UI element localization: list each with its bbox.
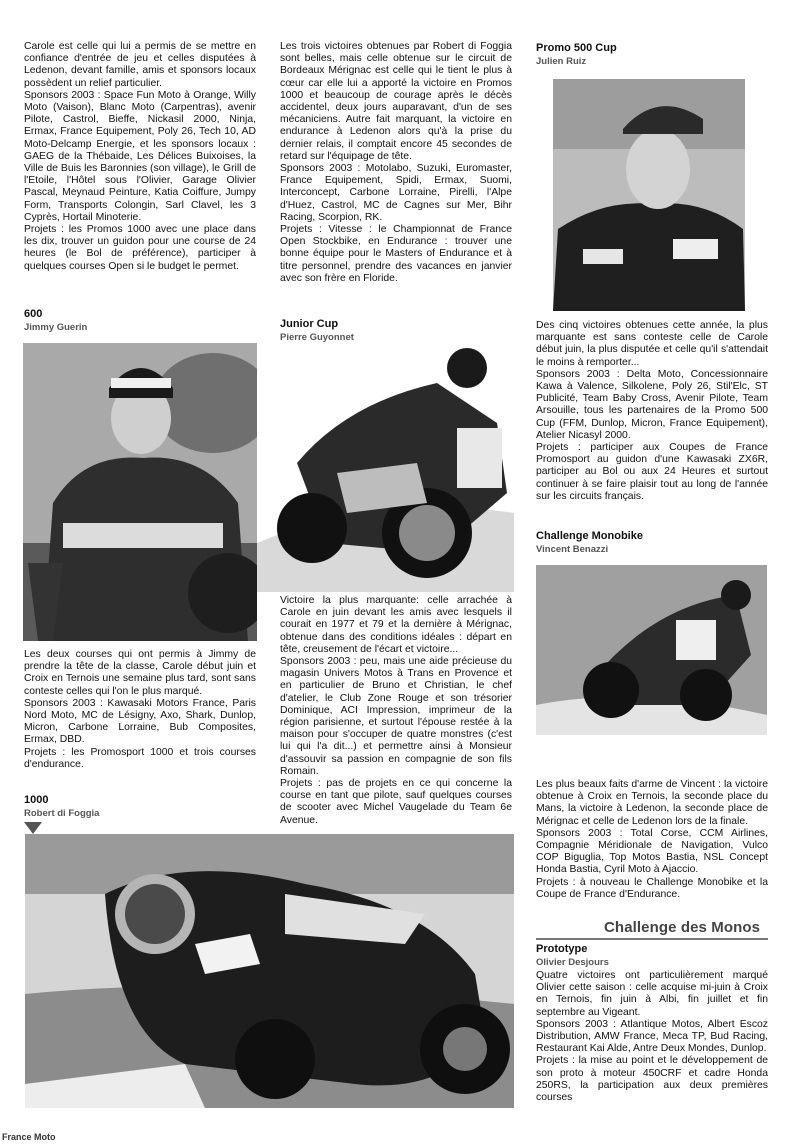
category-challenge-monobike-heading: Challenge Monobike xyxy=(536,530,643,542)
intro-paragraph: Carole est celle qui lui a permis de se mettre en confiance d'entrée de jeu et celles disputées à Ledenon, devant famille, amis et sponsors locaux possèdent un relief particulier. xyxy=(24,41,256,89)
col1-top-text xyxy=(24,41,256,273)
photo-pierre-guyonnet xyxy=(257,343,514,592)
category-600-heading: 600 xyxy=(24,308,43,320)
julien-sponsors: Sponsors 2003 : Delta Moto, Concessionnaire Kawa à Valence, Silkolene, Poly 26, Stil'Elc, ST Publicité, Team Baby Cross, Avenir Pilote, Team Arsouille, tous les partenaires de la Promo 500 Cup (FFM, Dunlop, Micron, France Equipement), Atelier Nicasyl 2000. xyxy=(536,368,768,441)
pierre-sponsors: Sponsors 2003 : peu, mais une aide précieuse du magasin Univers Motos à Trans en Provence et en particulier de Bruno et Christian, le chef d'atelier, le Club Zone Rouge et son trésorier Dominique, ACI Impression, imprimeur de la région parisienne, et surtout l'épouse restée à la maison pour s'occuper de quatre monstres (c'est lui qui l'a dit...) et permettre ainsi à Monsieur d'assouvir sa passion en compagnie de son fils Romain. xyxy=(280,656,512,777)
photo-vincent-benazzi xyxy=(536,565,767,735)
rider-robert-di-foggia: Robert di Foggia xyxy=(24,808,100,819)
category-prototype-heading: Prototype xyxy=(536,943,588,955)
vincent-paragraph: Les plus beaux faits d'arme de Vincent : la victoire obtenue à Croix en Ternois, la seconde place du Mans, la victoire à Ledenon, la seconde place de Mérignac et celle de Ledenon lors de la finale. xyxy=(536,779,768,827)
category-promo-500-heading: Promo 500 Cup xyxy=(536,42,617,54)
pierre-projets: Projets : pas de projets en ce qui concerne la course en tant que pilote, sauf quelques courses de scooter avec Michel Vaugelade du Team 6e Avenue. xyxy=(280,778,512,826)
col2-robert-text xyxy=(280,41,512,285)
col3-olivier-text xyxy=(536,970,768,1104)
vincent-projets: Projets : à nouveau le Challenge Monobike et la Coupe de France d'Endurance. xyxy=(536,876,768,900)
robert-projets: Projets : Vitesse : le Championnat de France Open Stockbike, en Endurance : trouver une bonne équipe pour le Masters of Endurance et à titre personnel, prendre des vacances en janvier avec son frère en Floride. xyxy=(280,224,512,284)
rider-olivier-desjours: Olivier Desjours xyxy=(536,957,609,968)
rider-julien-ruiz: Julien Ruiz xyxy=(536,56,587,67)
rider-jimmy-guerin: Jimmy Guerin xyxy=(24,322,88,333)
photo-robert-di-foggia xyxy=(25,834,514,1108)
robert-paragraph: Les trois victoires obtenues par Robert di Foggia sont belles, mais celle obtenue sur le circuit de Bordeaux Mérignac est celle qui le tient le plus à cœur car elle lui a apporté la victoire en Promos 1000 et beaucoup de courage après le décès accidentel, deux jours auparavant, d'un de ses mécaniciens. Autre fait marquant, la victoire en endurance à Ledenon alors qu'à la prise du dernier relais, il comptait encore 45 secondes de retard sur l'équipage de tête. xyxy=(280,41,512,162)
rider-pierre-guyonnet: Pierre Guyonnet xyxy=(280,332,354,343)
olivier-sponsors: Sponsors 2003 : Atlantique Motos, Albert Escoz Distribution, AMW France, Meca TP, Bud Racing, Restaurant Kai Alde, Antre Deux Mondes, Dunlop. xyxy=(536,1018,768,1055)
projets-paragraph: Projets : les Promos 1000 avec une place dans les dix, trouver un guidon pour une course de 24 heures (le Bol de préférence), participer à quelques courses Open si le budget le permet. xyxy=(24,224,256,272)
jimmy-projets: Projets : les Promosport 1000 et trois courses d'endurance. xyxy=(24,746,256,770)
col1-jimmy-text xyxy=(24,649,256,771)
pierre-paragraph: Victoire la plus marquante: celle arrachée à Carole en juin devant les amis avec lesquels il courait en 1977 et 79 et la dernière à Mérignac, obtenue dans des conditions idéales : départ en tête, creusement de l'écart et victoire... xyxy=(280,595,512,655)
julien-projets: Projets : participer aux Coupes de France Promosport au guidon d'une Kawasaki ZX6R, participer au Bol ou aux 24 Heures et surtout continuer à se faire plaisir tout au long de l'année sur les circuits français. xyxy=(536,442,768,502)
col3-julien-text xyxy=(536,320,768,503)
col3-vincent-text xyxy=(536,779,768,901)
col2-pierre-text xyxy=(280,595,512,827)
jimmy-paragraph: Les deux courses qui ont permis à Jimmy de prendre la tête de la classe, Carole début juin et Croix en Ternois une semaine plus tard, sont sans conteste celles qui l'on le plus marqué. xyxy=(24,649,256,697)
section-title-challenge-des-monos: Challenge des Monos xyxy=(604,919,761,936)
olivier-paragraph: Quatre victoires ont particulièrement marqué Olivier cette saison : celle acquise mi-juin à Croix en Ternois, fin juin à Albi, fin juillet et fin septembre au Vigeant. xyxy=(536,970,768,1018)
vincent-sponsors: Sponsors 2003 : Total Corse, CCM Airlines, Compagnie Méridionale de Navigation, Vulco COP Biguglia, Top Motos Bastia, NSL Concept Honda Bastia, Cyril Moto à Ajaccio. xyxy=(536,827,768,876)
julien-paragraph: Des cinq victoires obtenues cette année, la plus marquante est sans conteste celle de Carole début juin, la plus disputée et celle qu'il s'attendait le moins à remporter... xyxy=(536,320,768,368)
olivier-projets: Projets : la mise au point et le développement de son proto à moteur 450CRF et cadre Honda 250RS, la participation aux deux premières courses xyxy=(536,1055,768,1104)
category-junior-cup-heading: Junior Cup xyxy=(280,318,339,330)
photo-julien-ruiz xyxy=(553,79,745,311)
robert-sponsors: Sponsors 2003 : Motolabo, Suzuki, Euromaster, France Equipement, Spidi, Ermax, Suomi, Interconcept, Carbone Lorraine, Pirelli, l'Alpe d'Huez, Castrol, MC de Cagnes sur Mer, Bihr Racing, Scorpion, RK. xyxy=(280,163,512,223)
triangle-marker-icon xyxy=(24,822,42,834)
sponsors-paragraph: Sponsors 2003 : Space Fun Moto à Orange, Willy Moto (Vaison), Blanc Moto (Carpentras), avenir Pilote, Castrol, Bieffe, Nickasil 2000, Ninja, Ermax, France Equipement, Poly 26, Tech 10, AD Moto-Delcamp Energie, et les sponsors locaux : GAEG de la Thébaide, Les Délices Buixoises, la Ville de Buis les Baronnies (son village), le Grill de l'Etoile, l'Hôtel sous l'Olivier, Garage Olivier Pascal, Meynaud Peinture, Katia Coiffure, Jumpy Form, Transports Colongin, Sarl Clavel, les 3 Cyprès, Hortail Minoterie. xyxy=(24,89,256,223)
category-1000-heading: 1000 xyxy=(24,794,49,806)
footer-magazine-name: France Moto xyxy=(2,1132,56,1142)
section-divider xyxy=(536,938,768,940)
rider-vincent-benazzi: Vincent Benazzi xyxy=(536,544,609,555)
photo-jimmy-guerin xyxy=(23,343,257,641)
jimmy-sponsors: Sponsors 2003 : Kawasaki Motors France, Paris Nord Moto, MC de Lésigny, Axo, Shark, Dunlop, Micron, Carbone Lorraine, Bub Composites, Ermax, DBD. xyxy=(24,697,256,746)
